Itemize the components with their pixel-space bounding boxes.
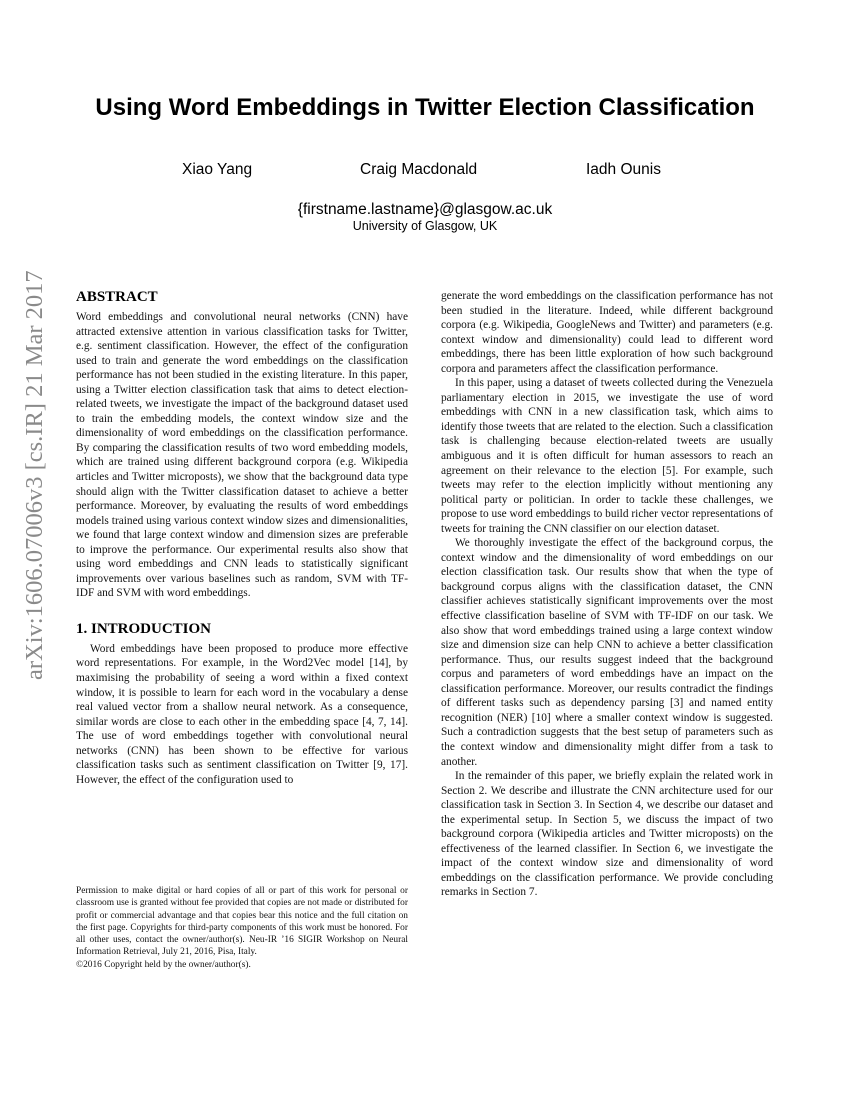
arxiv-identifier: arXiv:1606.07006v3 [cs.IR] 21 Mar 2017	[21, 270, 48, 680]
permission-footnote	[76, 885, 408, 971]
author-3: Iadh Ounis	[586, 161, 661, 178]
author-1: Xiao Yang	[182, 161, 253, 178]
arxiv-side-stamp	[10, 270, 60, 680]
intro-paragraph-4: In the remainder of this paper, we briefly explain the related work in Section 2. We describe and illustrate the CNN architecture used for our classification task in Section 3. In Section 4, we describe our dataset and the experimental setup. In Section 5, we discuss the impact of two background corpora (Wikipedia articles and Twitter microposts) on the effectiveness of the learned classifier. In Section 6, we investigate the impact of the context window size and dimensionality of word embeddings on the classification performance. We provide concluding remarks in Section 7.	[441, 770, 773, 899]
abstract-text: Word embeddings and convolutional neural networks (CNN) have attracted extensive attention in various classification tasks for Twitter, e.g. sentiment classification. However, the effect of the configuration used to train and generate the word embeddings on the classification performance has not been studied in the existing literature. In this paper, using a Twitter election classification task that aims to detect election-related tweets, we investigate the impact of the background dataset used to train the embedding models, the context window size and the dimensionality of word embeddings on the classification performance. By comparing the classification results of two word embedding models, which are trained using different background corpora (e.g. Wikipedia articles and Twitter microposts), we show that the background data type should align with the Twitter classification dataset to achieve a better performance. Moreover, by evaluating the results of word embeddings models trained using various context window sizes and dimensionalities, we found that large context window and dimension sizes are preferable to improve the performance. Our experimental results also show that using word embeddings and CNN leads to statistically significant improvements over various baselines such as random, SVM with TF-IDF and SVM with word embeddings.	[76, 311, 408, 600]
left-column	[76, 288, 408, 787]
intro-paragraph-1: Word embeddings have been proposed to produce more effective word representations. For example, in the Word2Vec model [14], by maximising the probability of seeing a word within a fixed context window, it is possible to learn for each word in the vocabulary a dense real valued vector from a shallow neural network. As a consequence, similar words are close to each other in the embedding space [4, 7, 14]. The use of word embeddings together with convolutional neural networks (CNN) has been shown to be effective for various classification tasks such as sentiment classification on Twitter [9, 17]. However, the effect of the configuration used to	[76, 642, 408, 786]
author-2: Craig Macdonald	[360, 161, 478, 178]
author-affiliation: University of Glasgow, UK	[352, 219, 498, 233]
abstract-heading: ABSTRACT	[76, 289, 158, 305]
paper-title: Using Word Embeddings in Twitter Election Classification	[95, 94, 755, 121]
right-column	[441, 289, 773, 900]
intro-paragraph-1-continued: generate the word embeddings on the classification performance has not been studied in the literature. Indeed, while different background corpora (e.g. Wikipedia, GoogleNews and Twitter) and parameters (e.g. context window and dimensionality) could lead to different word embeddings, there has been little exploration of how such background corpora and parameters affect the classification performance.	[441, 290, 773, 375]
author-email: {firstname.lastname}@glasgow.ac.uk	[297, 201, 553, 218]
introduction-heading: 1. INTRODUCTION	[76, 620, 212, 637]
intro-paragraph-2: In this paper, using a dataset of tweets collected during the Venezuela parliamentary election in 2015, we investigate the use of word embeddings with CNN in a new classification task, which aims to identify those tweets that are related to the election. Such a classification task is challenging because election-related tweets are usually ambiguous and it is often difficult for human assessors to reach an agreement on their relevance to the election [5]. For example, such tweets may refer to the election implicitly without mentioning any political party or politician. In order to tackle these challenges, we propose to use word embeddings to build richer vector representations of tweets for training the CNN classifier on our election dataset.	[441, 377, 773, 535]
intro-paragraph-3: We thoroughly investigate the effect of the background corpus, the context window and the dimensionality of word embeddings on our election classification task. Our results show that when the type of background corpus aligns with the classification dataset, the CNN classifier achieves statistically significant improvements over the most effective classification baseline of SVM with TF-IDF on our task. We also show that word embeddings trained using a large context window size and dimension size can help CNN to achieve a better classification performance. Thus, our results suggest indeed that the background corpus and parameters of word embeddings have an impact on the classification performance. Moreover, our results contradict the findings of different tasks such as dependency parsing [3] and named entity recognition (NER) [10] where a smaller context window is suggested. Such a contradiction suggests that the best setup of parameters such as the context window and dimensionality might differ from a task to another.	[441, 537, 773, 768]
permission-text: Permission to make digital or hard copies of all or part of this work for personal or classroom use is granted without fee provided that copies are not made or distributed for profit or commercial advantage and that copies bear this notice and the full citation on the first page. Copyrights for third-party components of this work must be honored. For all other uses, contact the owner/author(s). Neu-IR ’16 SIGIR Workshop on Neural Information Retrieval, July 21, 2016, Pisa, Italy.	[76, 886, 408, 958]
copyright-text: ©2016 Copyright held by the owner/author(s).	[76, 959, 251, 970]
